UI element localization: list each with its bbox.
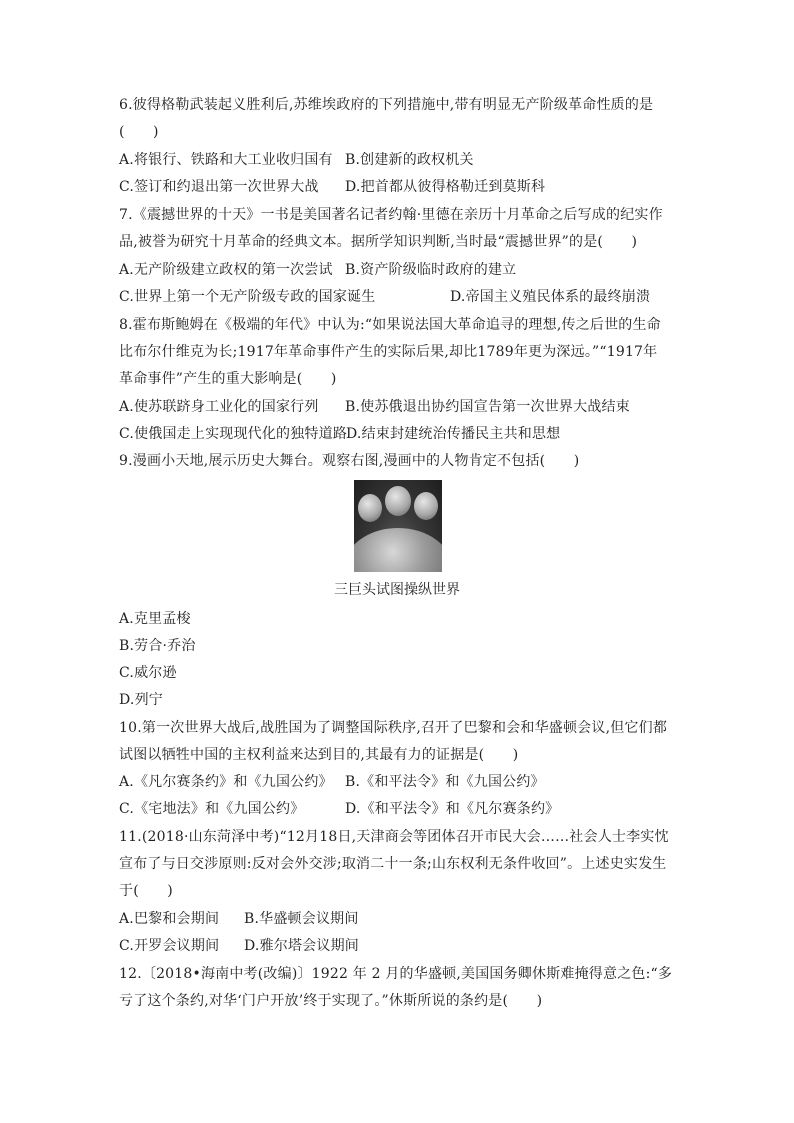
- q10-option-d: D.《和平法令》和《凡尔赛条约》: [345, 801, 560, 817]
- q12-stem-line-1: 12.〔2018•海南中考(改编)〕1922 年 2 月的华盛顿,美国国务卿休斯难掩得意之色:“多: [119, 966, 673, 982]
- figure-head-center: [385, 486, 411, 516]
- q11-options-row-2: [119, 936, 359, 956]
- cartoon-caption: 三巨头试图操纵世界: [334, 582, 460, 598]
- q7-option-b: B.资产阶级临时政府的建立: [345, 262, 517, 278]
- q6-option-b: B.创建新的政权机关: [345, 152, 474, 168]
- q7-option-d: D.帝国主义殖民体系的最终崩溃: [450, 289, 651, 305]
- q6-option-a: A.将银行、铁路和大工业收归国有: [119, 152, 333, 168]
- q6-options-row-1: [119, 150, 474, 170]
- q7-option-c: C.世界上第一个无产阶级专政的国家诞生: [119, 289, 376, 305]
- q7-options-row-1: [119, 260, 517, 280]
- q6-stem-line-2: ( ): [119, 124, 159, 140]
- q6-option-c: C.签订和约退出第一次世界大战: [119, 179, 319, 195]
- figure-head-right: [414, 492, 438, 520]
- q10-option-a: A.《凡尔赛条约》和《九国公约》: [119, 774, 333, 790]
- q8-stem-line-3: 革命事件”产生的重大影响是( ): [119, 371, 337, 387]
- q8-stem-line-2: 比布尔什维克为长;1917年革命事件产生的实际后果,却比1789年更为深远。”“1917年: [119, 344, 658, 360]
- q9-stem-line-1: 9.漫画小天地,展示历史大舞台。观察右图,漫画中的人物肯定不包括( ): [119, 453, 580, 469]
- q9-option-a: A.克里孟梭: [119, 611, 191, 627]
- q9-option-d: D.列宁: [119, 692, 163, 708]
- q8-option-a: A.使苏联跻身工业化的国家行列: [119, 399, 319, 415]
- q8-option-b: B.使苏俄退出协约国宣告第一次世界大战结束: [345, 399, 630, 415]
- q10-stem-line-1: 10.第一次世界大战后,战胜国为了调整国际秩序,召开了巴黎和会和华盛顿会议,但它们都: [119, 720, 668, 736]
- q9-option-b: B.劳合·乔治: [119, 638, 196, 654]
- q11-option-a: A.巴黎和会期间: [119, 911, 220, 927]
- q11-stem-line-2: 宣布了与日交涉原则:反对会外交涉;取消二十一条;山东权利无条件收回”。上述史实发生: [119, 856, 667, 872]
- q9-option-c: C.威尔逊: [119, 665, 177, 681]
- q11-options-row-1: [119, 909, 359, 929]
- q7-option-a: A.无产阶级建立政权的第一次尝试: [119, 262, 333, 278]
- cartoon-image: [354, 480, 442, 572]
- q10-option-b: B.《和平法令》和《九国公约》: [345, 774, 545, 790]
- q11-option-b: B.华盛顿会议期间: [244, 911, 359, 927]
- globe-shape: [354, 528, 442, 572]
- q10-option-c: C.《宅地法》和《九国公约》: [119, 801, 305, 817]
- q8-options-row-2: [119, 424, 561, 444]
- q11-stem-line-1: 11.(2018·山东菏泽中考)“12月18日,天津商会等团体召开市民大会……社会人士李实忱: [119, 829, 669, 845]
- q10-stem-line-2: 试图以牺牲中国的主权利益来达到目的,其最有力的证据是( ): [119, 747, 519, 763]
- q6-options-row-2: [119, 177, 546, 197]
- q12-stem-line-2: 亏了这个条约,对华‘门户开放’终于实现了。”休斯所说的条约是( ): [119, 993, 543, 1009]
- q8-option-c: C.使俄国走上实现现代化的独特道路: [119, 426, 348, 442]
- q11-stem-line-3: 于( ): [119, 883, 173, 899]
- q7-stem-line-2: 品,被誉为研究十月革命的经典文本。据所学知识判断,当时最“震撼世界”的是( ): [119, 234, 638, 250]
- q8-options-row-1: [119, 397, 630, 417]
- q11-option-d: D.雅尔塔会议期间: [244, 938, 359, 954]
- q7-options-row-2: [119, 287, 651, 307]
- q8-option-d: D.结束封建统治传播民主共和思想: [346, 426, 561, 442]
- q10-options-row-1: [119, 772, 545, 792]
- q8-stem-line-1: 8.霍布斯鲍姆在《极端的年代》中认为:“如果说法国大革命追寻的理想,传之后世的生命: [119, 317, 661, 333]
- q11-option-c: C.开罗会议期间: [119, 938, 220, 954]
- q6-stem-line-1: 6.彼得格勒武装起义胜利后,苏维埃政府的下列措施中,带有明显无产阶级革命性质的是: [119, 97, 654, 113]
- figure-head-left: [358, 494, 382, 522]
- q10-options-row-2: [119, 799, 560, 819]
- q6-option-d: D.把首都从彼得格勒迁到莫斯科: [345, 179, 546, 195]
- q7-stem-line-1: 7.《震撼世界的十天》一书是美国著名记者约翰·里德在亲历十月革命之后写成的纪实作: [119, 207, 663, 223]
